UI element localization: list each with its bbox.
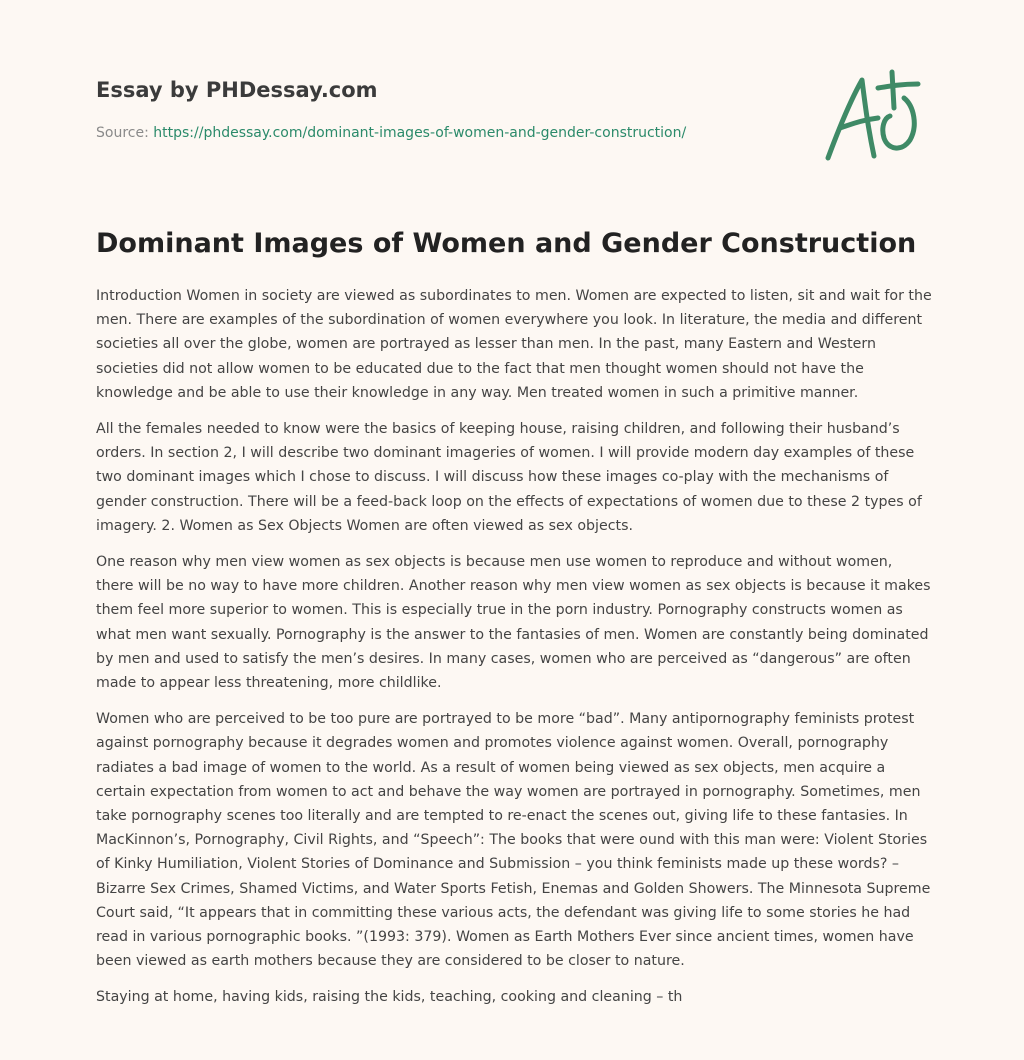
essay-paragraph: Introduction Women in society are viewed as subordinates to men. Women are expected to listen, sit and wait for the men. There are examples of the subordination of women everywhere you look. In literature, the media and different societies all over the globe, women are portrayed as lesser than men. In the past, many Eastern and Western societies did not allow women to be educated due to the fact that men thought women should not have the knowledge and be able to use their knowledge in any way. Men treated women in such a primitive manner. xyxy=(96,288,932,401)
essay-paragraph: All the females needed to know were the basics of keeping house, raising children, and following their husband’s orders. In section 2, I will describe two dominant imageries of women. I will provide modern day examples of these two dominant images which I chose to discuss. I will discuss how these images co-play with the mechanisms of gender construction. There will be a feed-back loop on the effects of expectations of women due to these 2 types of imagery. 2. Women as Sex Objects Women are often viewed as sex objects. xyxy=(96,421,922,534)
page-title: Dominant Images of Women and Gender Construction xyxy=(96,228,917,259)
essay-paragraph: Women who are perceived to be too pure are portrayed to be more “bad”. Many antipornography feminists protest against pornography because it degrades women and promotes violence against women. Overall, pornography radiates a bad image of women to the world. As a result of women being viewed as sex objects, men acquire a certain expectation from women to act and behave the way women are portrayed in pornography. Sometimes, men take pornography scenes too literally and are tempted to re-enact the scenes out, giving life to these fantasies. In MacKinnon’s, Pornography, Civil Rights, and “Speech”: The books that were ound with this man were: Violent Stories of Kinky Humiliation, Violent Stories of Dominance and Submission – you think feminists made up these words? – Bizarre Sex Crimes, Shamed Victims, and Water Sports Fetish, Enemas and Golden Showers. The Minnesota Supreme Court said, “It appears that in committing these various acts, the defendant was giving life to some stories he had read in various pornographic books. ”(1993: 379). Women as Earth Mothers Ever since ancient times, women have been viewed as earth mothers because they are considered to be closer to nature. xyxy=(96,711,931,970)
essay-paragraph: One reason why men view women as sex objects is because men use women to reproduce and without women, there will be no way to have more children. Another reason why men view women as sex objects is because it makes them feel more superior to women. This is especially true in the porn industry. Pornography constructs women as what men want sexually. Pornography is the answer to the fantasies of men. Women are constantly being dominated by men and used to satisfy the men’s desires. In many cases, women who are perceived as “dangerous” are often made to appear less threatening, more childlike. xyxy=(96,554,931,692)
source-line xyxy=(96,123,816,143)
site-title: Essay by PHDessay.com xyxy=(96,78,378,102)
site-header xyxy=(96,74,816,143)
essay-body xyxy=(96,284,932,1022)
source-label: Source: xyxy=(96,125,149,141)
essay-paragraph: Staying at home, having kids, raising the kids, teaching, cooking and cleaning – th xyxy=(96,989,683,1006)
source-link[interactable]: https://phdessay.com/dominant-images-of-women-and-gender-construction/ xyxy=(153,125,687,141)
a-plus-grade-icon xyxy=(818,66,928,166)
